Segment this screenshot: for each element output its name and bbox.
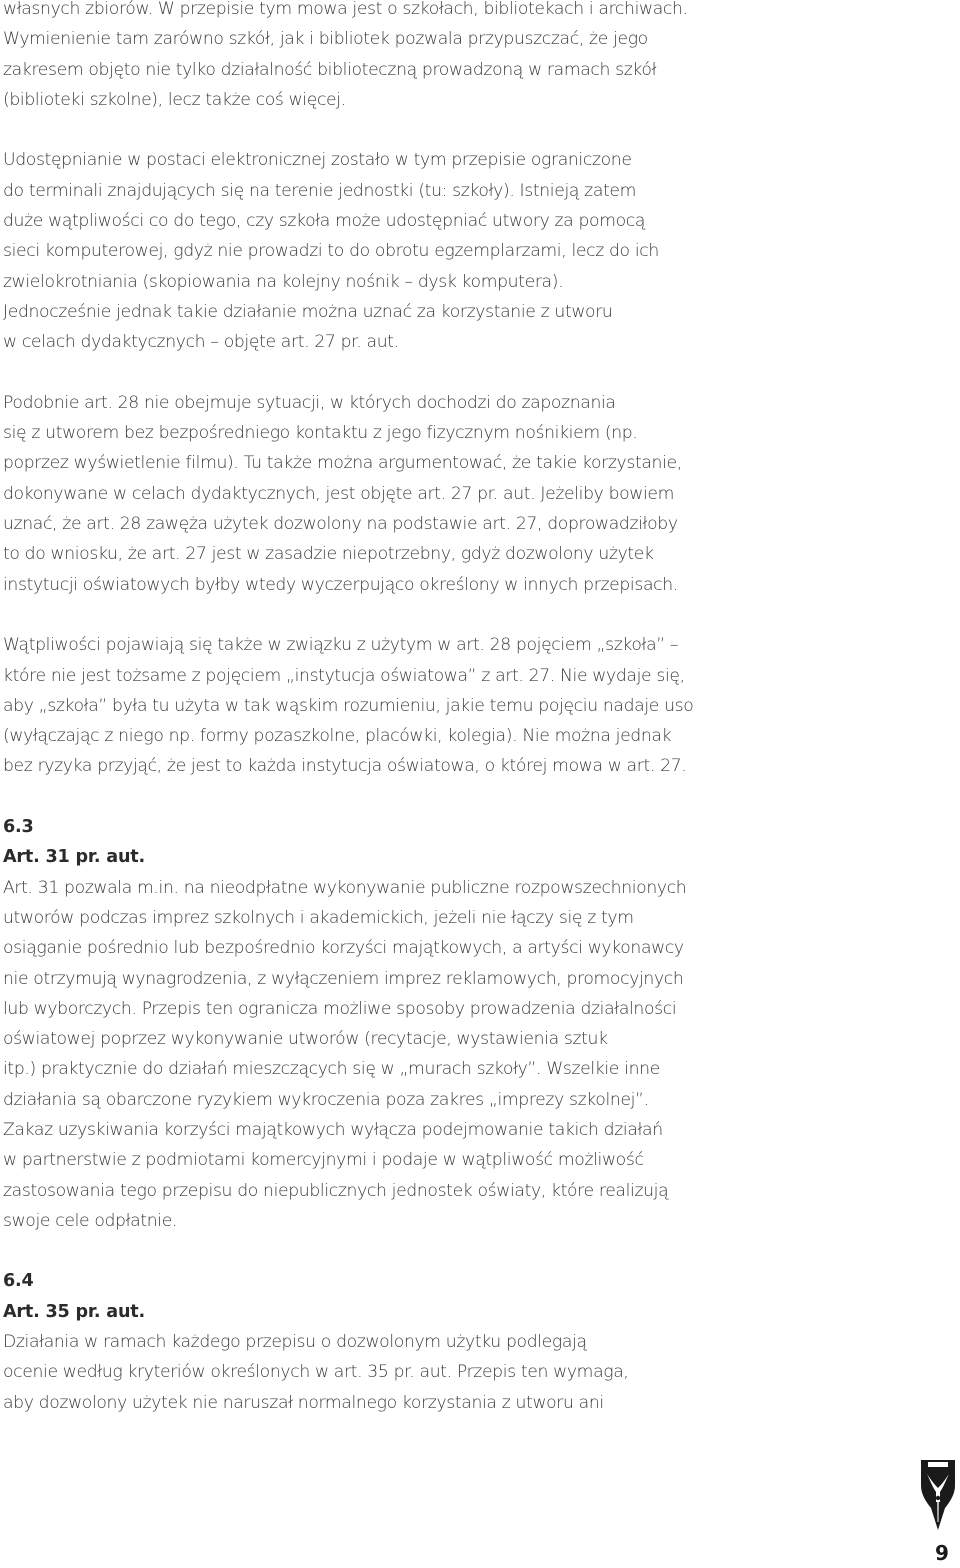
paragraph-3 <box>3 388 948 600</box>
pen-nib-icon <box>918 1458 958 1532</box>
text-line: aby „szkoła” była tu użyta w tak wąskim rozumieniu, jakie temu pojęciu nadaje uso <box>3 695 694 716</box>
text-line: poprzez wyświetlenie filmu). Tu także można argumentować, że takie korzystanie, <box>3 453 682 474</box>
section-6-4-body <box>3 1327 948 1418</box>
section-6-3-body <box>3 873 948 1237</box>
text-line: Zakaz uzyskiwania korzyści majątkowych wyłącza podejmowanie takich działań <box>3 1119 663 1140</box>
text-line: aby dozwolony użytek nie naruszał normalnego korzystania z utworu ani <box>3 1392 604 1413</box>
paragraph-gap <box>3 600 948 630</box>
text-line: Działania w ramach każdego przepisu o dozwolonym użytku podlegają <box>3 1332 587 1353</box>
text-line: itp.) praktycznie do działań mieszczących się w „murach szkoły”. Wszelkie inne <box>3 1059 660 1080</box>
text-line: instytucji oświatowych byłby wtedy wyczerpująco określony w innych przepisach. <box>3 574 678 595</box>
paragraph-gap <box>3 115 948 145</box>
text-line: osiąganie pośrednio lub bezpośrednio korzyści majątkowych, a artyści wykonawcy <box>3 938 684 959</box>
text-line: w partnerstwie z podmiotami komercyjnymi i podaje w wątpliwość możliwość <box>3 1150 644 1171</box>
text-line: Art. 31 pozwala m.in. na nieodpłatne wykonywanie publiczne rozpowszechnionych <box>3 877 687 898</box>
section-number: 6.3 <box>3 817 34 838</box>
text-line: (wyłączając z niego np. formy pozaszkolne, placówki, kolegia). Nie można jednak <box>3 726 672 747</box>
text-line: lub wyborczych. Przepis ten ogranicza możliwe sposoby prowadzenia działalności <box>3 998 677 1019</box>
text-line: utworów podczas imprez szkolnych i akademickich, jeżeli nie łączy się z tym <box>3 907 634 928</box>
text-line: sieci komputerowej, gdyż nie prowadzi to do obrotu egzemplarzami, lecz do ich <box>3 241 659 262</box>
text-line: ocenie według kryteriów określonych w art. 35 pr. aut. Przepis ten wymaga, <box>3 1362 629 1383</box>
text-line: oświatowej poprzez wykonywanie utworów (recytacje, wystawienia sztuk <box>3 1029 608 1050</box>
text-line: Podobnie art. 28 nie obejmuje sytuacji, w których dochodzi do zapoznania <box>3 392 616 413</box>
text-line: uznać, że art. 28 zawęża użytek dozwolony na podstawie art. 27, doprowadziłoby <box>3 514 678 535</box>
text-line: które nie jest tożsame z pojęciem „instytucja oświatowa” z art. 27. Nie wydaje się, <box>3 665 685 686</box>
paragraph-gap <box>3 358 948 388</box>
text-line: zastosowania tego przepisu do niepublicznych jednostek oświaty, które realizują <box>3 1180 669 1201</box>
text-line: własnych zbiorów. W przepisie tym mowa jest o szkołach, bibliotekach i archiwach. <box>3 0 688 19</box>
text-line: (biblioteki szkolne), lecz także coś więcej. <box>3 89 346 110</box>
page-number: 9 <box>935 1541 949 1565</box>
text-line: Udostępnianie w postaci elektronicznej zostało w tym przepisie ograniczone <box>3 150 632 171</box>
text-line: działania są obarczone ryzykiem wykroczenia poza zakres „imprezy szkolnej”. <box>3 1089 649 1110</box>
text-line: to do wniosku, że art. 27 jest w zasadzie niepotrzebny, gdyż dozwolony użytek <box>3 544 654 565</box>
paragraph-4 <box>3 630 948 781</box>
section-title: Art. 31 pr. aut. <box>3 847 145 868</box>
text-line: swoje cele odpłatnie. <box>3 1210 178 1231</box>
paragraph-2 <box>3 145 948 357</box>
section-number: 6.4 <box>3 1271 34 1292</box>
text-line: do terminali znajdujących się na terenie jednostki (tu: szkoły). Istnieją zatem <box>3 180 637 201</box>
text-line: Wymienienie tam zarówno szkół, jak i bibliotek pozwala przypuszczać, że jego <box>3 29 648 50</box>
text-line: zakresem objęto nie tylko działalność biblioteczną prowadzoną w ramach szkół <box>3 59 657 80</box>
text-line: w celach dydaktycznych – objęte art. 27 pr. aut. <box>3 332 399 353</box>
text-line: Jednocześnie jednak takie działanie można uznać za korzystanie z utworu <box>3 301 613 322</box>
paragraph-1 <box>3 0 948 115</box>
text-line: zwielokrotniania (skopiowania na kolejny nośnik – dysk komputera). <box>3 271 564 292</box>
text-line: się z utworem bez bezpośredniego kontaktu z jego fizycznym nośnikiem (np. <box>3 423 638 444</box>
document-body <box>3 0 948 1418</box>
paragraph-gap <box>3 1236 948 1266</box>
text-line: dokonywane w celach dydaktycznych, jest objęte art. 27 pr. aut. Jeżeliby bowiem <box>3 483 675 504</box>
text-line: bez ryzyka przyjąć, że jest to każda instytucja oświatowa, o której mowa w art. 27. <box>3 756 687 777</box>
text-line: duże wątpliwości co do tego, czy szkoła może udostępniać utwory za pomocą <box>3 211 646 232</box>
paragraph-gap <box>3 782 948 812</box>
text-line: Wątpliwości pojawiają się także w związku z użytym w art. 28 pojęciem „szkoła” – <box>3 635 679 656</box>
section-title: Art. 35 pr. aut. <box>3 1301 145 1322</box>
text-line: nie otrzymują wynagrodzenia, z wyłączeniem imprez reklamowych, promocyjnych <box>3 968 684 989</box>
